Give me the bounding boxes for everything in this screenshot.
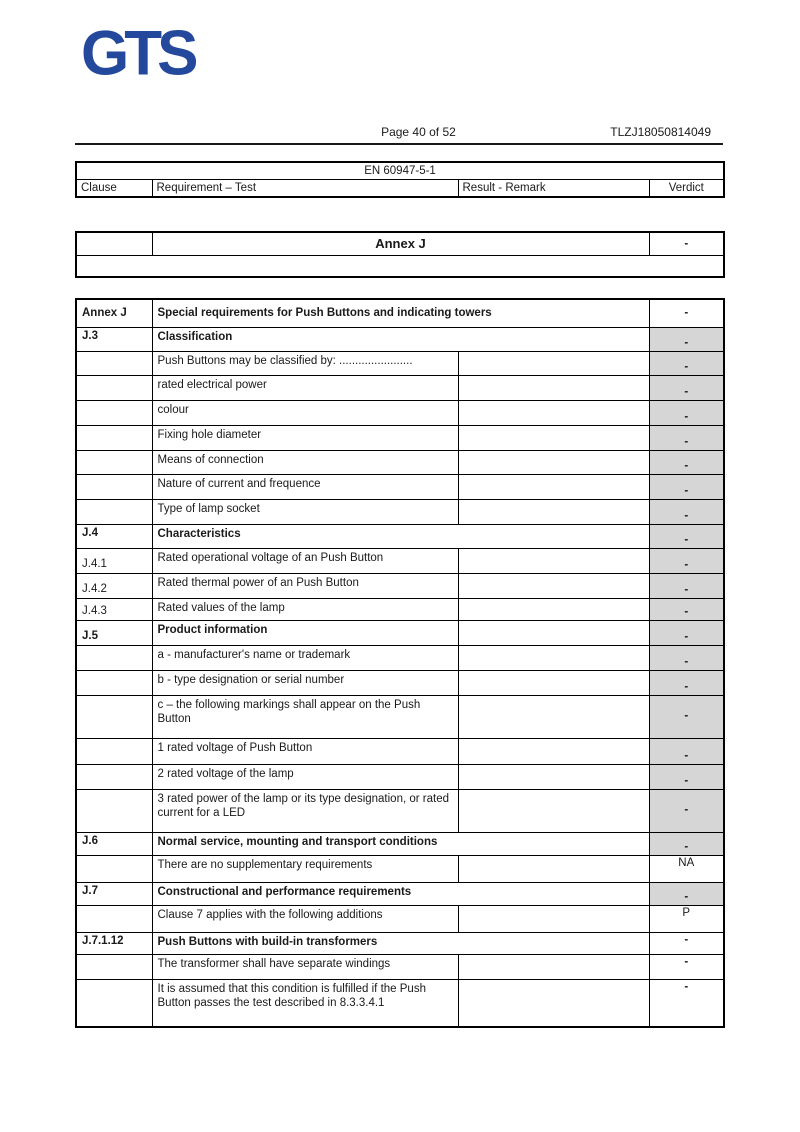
table-row bbox=[76, 670, 724, 695]
clause-cell bbox=[76, 450, 152, 474]
result-cell bbox=[458, 598, 649, 620]
verdict-cell: - bbox=[649, 620, 724, 645]
table-row bbox=[76, 573, 724, 598]
requirement-cell: Normal service, mounting and transport conditions bbox=[152, 832, 649, 855]
table-row bbox=[76, 855, 724, 882]
verdict-cell: - bbox=[649, 954, 724, 979]
verdict-cell: P bbox=[649, 905, 724, 932]
verdict-cell: - bbox=[649, 738, 724, 764]
clause-cell: Annex J bbox=[76, 299, 152, 327]
table-row bbox=[76, 620, 724, 645]
verdict-cell: - bbox=[649, 882, 724, 905]
result-cell bbox=[458, 764, 649, 789]
result-cell bbox=[458, 351, 649, 375]
verdict-cell: - bbox=[649, 299, 724, 327]
result-cell bbox=[458, 979, 649, 1027]
requirement-cell: Constructional and performance requirements bbox=[152, 882, 649, 905]
clause-cell: J.4.1 bbox=[76, 548, 152, 573]
table-row bbox=[76, 832, 724, 855]
table-row bbox=[76, 548, 724, 573]
verdict-cell: - bbox=[649, 670, 724, 695]
clause-cell: J.7.1.12 bbox=[76, 932, 152, 954]
table-row bbox=[76, 400, 724, 425]
requirement-cell: 3 rated power of the lamp or its type designation, or rated current for a LED bbox=[152, 789, 458, 832]
table-row bbox=[76, 932, 724, 954]
clause-cell bbox=[76, 979, 152, 1027]
requirement-cell: Rated operational voltage of an Push Button bbox=[152, 548, 458, 573]
requirement-cell: Rated values of the lamp bbox=[152, 598, 458, 620]
clause-cell bbox=[76, 695, 152, 738]
verdict-cell: - bbox=[649, 400, 724, 425]
clause-cell: J.4.2 bbox=[76, 573, 152, 598]
requirement-cell: Nature of current and frequence bbox=[152, 474, 458, 499]
requirement-cell: c – the following markings shall appear on the Push Button bbox=[152, 695, 458, 738]
result-cell bbox=[458, 789, 649, 832]
annex-banner-row bbox=[76, 232, 724, 255]
result-cell bbox=[458, 695, 649, 738]
result-cell bbox=[458, 573, 649, 598]
verdict-cell: - bbox=[649, 425, 724, 450]
verdict-cell: - bbox=[649, 573, 724, 598]
requirement-cell: colour bbox=[152, 400, 458, 425]
verdict-cell: - bbox=[649, 764, 724, 789]
verdict-cell: - bbox=[649, 932, 724, 954]
result-cell bbox=[458, 954, 649, 979]
clause-cell: J.7 bbox=[76, 882, 152, 905]
table-row bbox=[76, 351, 724, 375]
gts-logo: GTS bbox=[81, 18, 194, 89]
verdict-cell: - bbox=[649, 598, 724, 620]
annex-banner-clause-cell bbox=[76, 232, 152, 255]
clause-cell bbox=[76, 351, 152, 375]
requirement-cell: There are no supplementary requirements bbox=[152, 855, 458, 882]
clause-cell bbox=[76, 400, 152, 425]
table-row bbox=[76, 882, 724, 905]
table-row bbox=[76, 695, 724, 738]
verdict-cell: - bbox=[649, 499, 724, 524]
annex-banner-table bbox=[75, 231, 725, 278]
table-row bbox=[76, 375, 724, 400]
clause-cell bbox=[76, 738, 152, 764]
table-row bbox=[76, 764, 724, 789]
verdict-cell: - bbox=[649, 524, 724, 548]
verdict-cell: - bbox=[649, 375, 724, 400]
table-row bbox=[76, 299, 724, 327]
clause-cell: J.5 bbox=[76, 620, 152, 645]
result-cell bbox=[458, 670, 649, 695]
requirement-cell: Push Buttons with build-in transformers bbox=[152, 932, 649, 954]
clause-cell: J.3 bbox=[76, 327, 152, 351]
clause-cell bbox=[76, 375, 152, 400]
standard-title-row bbox=[76, 162, 724, 179]
table-row bbox=[76, 450, 724, 474]
verdict-cell: - bbox=[649, 832, 724, 855]
table-row bbox=[76, 738, 724, 764]
requirement-cell: Special requirements for Push Buttons and indicating towers bbox=[152, 299, 649, 327]
verdict-cell: - bbox=[649, 450, 724, 474]
result-cell bbox=[458, 425, 649, 450]
result-cell bbox=[458, 400, 649, 425]
requirement-cell: The transformer shall have separate windings bbox=[152, 954, 458, 979]
verdict-cell: - bbox=[649, 474, 724, 499]
report-content bbox=[75, 0, 723, 1028]
clause-cell bbox=[76, 499, 152, 524]
result-cell bbox=[458, 620, 649, 645]
standard-title: EN 60947-5-1 bbox=[76, 162, 724, 179]
table-row bbox=[76, 524, 724, 548]
verdict-cell: NA bbox=[649, 855, 724, 882]
clause-cell bbox=[76, 645, 152, 670]
table-row bbox=[76, 645, 724, 670]
result-cell bbox=[458, 738, 649, 764]
table-row bbox=[76, 499, 724, 524]
result-cell bbox=[458, 499, 649, 524]
requirement-cell: 1 rated voltage of Push Button bbox=[152, 738, 458, 764]
verdict-cell: - bbox=[649, 351, 724, 375]
result-cell bbox=[458, 645, 649, 670]
standard-header-table bbox=[75, 161, 725, 198]
annex-banner-title: Annex J bbox=[152, 232, 649, 255]
requirement-cell: It is assumed that this condition is fulfilled if the Push Button passes the test described in 8.3.3.4.1 bbox=[152, 979, 458, 1027]
requirement-cell: Classification bbox=[152, 327, 649, 351]
annex-banner-empty-cell bbox=[76, 255, 724, 277]
requirement-cell: Clause 7 applies with the following additions bbox=[152, 905, 458, 932]
requirement-cell: Product information bbox=[152, 620, 458, 645]
clause-cell bbox=[76, 764, 152, 789]
verdict-cell: - bbox=[649, 327, 724, 351]
requirement-cell: 2 rated voltage of the lamp bbox=[152, 764, 458, 789]
page-header bbox=[75, 0, 723, 145]
column-header-result: Result - Remark bbox=[458, 179, 649, 197]
table-row bbox=[76, 789, 724, 832]
clause-cell bbox=[76, 905, 152, 932]
report-number: TLZJ18050814049 bbox=[610, 125, 711, 139]
requirement-cell: Means of connection bbox=[152, 450, 458, 474]
clause-cell: J.4 bbox=[76, 524, 152, 548]
verdict-cell: - bbox=[649, 695, 724, 738]
requirement-cell: Fixing hole diameter bbox=[152, 425, 458, 450]
requirement-cell: Rated thermal power of an Push Button bbox=[152, 573, 458, 598]
table-row bbox=[76, 327, 724, 351]
table-row bbox=[76, 979, 724, 1027]
requirement-cell: Push Buttons may be classified by: ....................... bbox=[152, 351, 458, 375]
result-cell bbox=[458, 474, 649, 499]
clause-cell bbox=[76, 789, 152, 832]
column-header-row bbox=[76, 179, 724, 197]
requirement-cell: a - manufacturer's name or trademark bbox=[152, 645, 458, 670]
table-row bbox=[76, 905, 724, 932]
result-cell bbox=[458, 450, 649, 474]
requirement-cell: Type of lamp socket bbox=[152, 499, 458, 524]
table-row bbox=[76, 425, 724, 450]
requirement-cell: rated electrical power bbox=[152, 375, 458, 400]
clause-cell: J.6 bbox=[76, 832, 152, 855]
clause-cell bbox=[76, 474, 152, 499]
clause-cell: J.4.3 bbox=[76, 598, 152, 620]
result-cell bbox=[458, 548, 649, 573]
requirements-table bbox=[75, 298, 725, 1028]
column-header-requirement: Requirement – Test bbox=[152, 179, 458, 197]
verdict-cell: - bbox=[649, 789, 724, 832]
result-cell bbox=[458, 375, 649, 400]
column-header-clause: Clause bbox=[76, 179, 152, 197]
clause-cell bbox=[76, 954, 152, 979]
verdict-cell: - bbox=[649, 548, 724, 573]
requirement-cell: Characteristics bbox=[152, 524, 649, 548]
verdict-cell: - bbox=[649, 645, 724, 670]
requirement-cell: b - type designation or serial number bbox=[152, 670, 458, 695]
result-cell bbox=[458, 855, 649, 882]
table-row bbox=[76, 598, 724, 620]
table-row bbox=[76, 954, 724, 979]
page-number: Page 40 of 52 bbox=[381, 125, 456, 139]
verdict-cell: - bbox=[649, 979, 724, 1027]
column-header-verdict: Verdict bbox=[649, 179, 724, 197]
clause-cell bbox=[76, 855, 152, 882]
result-cell bbox=[458, 905, 649, 932]
annex-banner-verdict: - bbox=[649, 232, 724, 255]
clause-cell bbox=[76, 425, 152, 450]
clause-cell bbox=[76, 670, 152, 695]
annex-banner-empty-row bbox=[76, 255, 724, 277]
table-row bbox=[76, 474, 724, 499]
